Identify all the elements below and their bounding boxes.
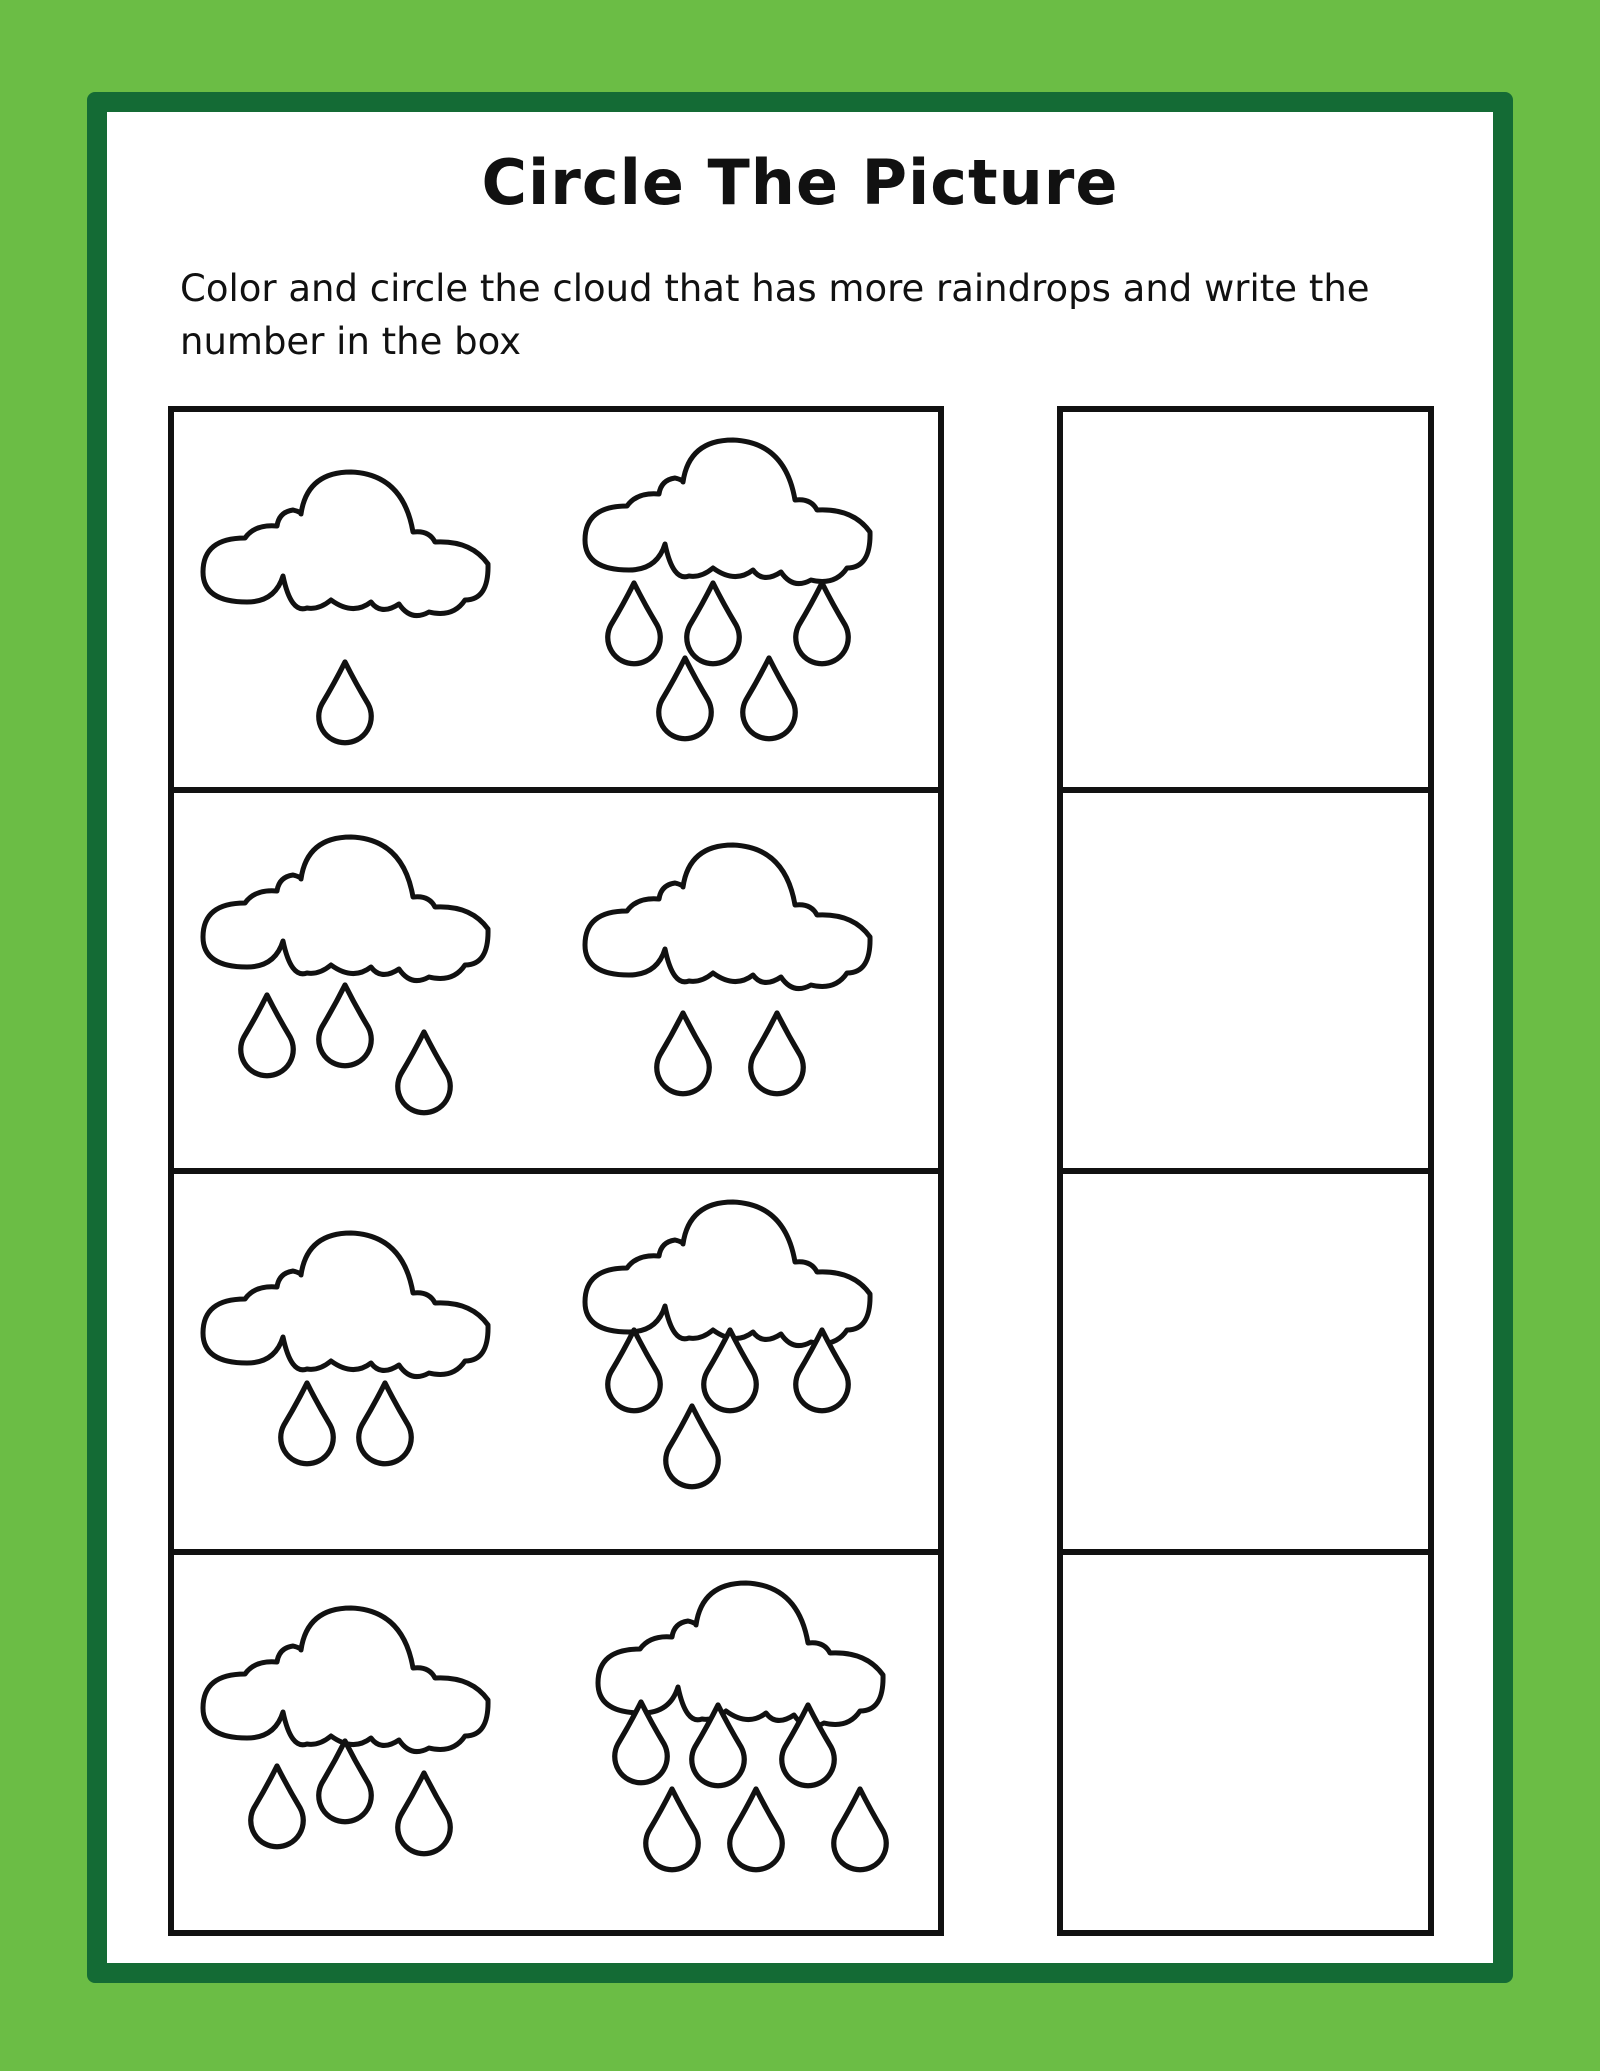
raindrop-icon xyxy=(398,1032,451,1113)
cloud-icon xyxy=(203,1608,488,1752)
cloud-icon xyxy=(203,837,488,981)
cloud-icon xyxy=(585,440,870,584)
raindrop-icon xyxy=(666,1406,719,1487)
cloud-icon xyxy=(585,1202,870,1346)
raindrop-icon xyxy=(281,1383,334,1464)
raindrop-icon xyxy=(319,1741,372,1822)
raindrop-icon xyxy=(657,1013,710,1094)
cloud-icon xyxy=(585,845,870,989)
raindrop-icon xyxy=(398,1773,451,1854)
raindrop-icon xyxy=(730,1789,783,1870)
cloud-icon xyxy=(203,1233,488,1377)
cloud-icon xyxy=(203,472,488,616)
raindrop-icon xyxy=(687,583,740,664)
raindrop-icon xyxy=(319,662,372,743)
raindrop-icon xyxy=(796,583,849,664)
worksheet-title: Circle The Picture xyxy=(481,146,1119,219)
raindrop-icon xyxy=(834,1789,887,1870)
raindrop-icon xyxy=(751,1013,804,1094)
worksheet-instructions: Color and circle the cloud that has more raindrops and write the number in the box xyxy=(180,267,1370,363)
raindrop-icon xyxy=(704,1330,757,1411)
raindrop-icon xyxy=(241,995,294,1076)
raindrop-icon xyxy=(659,658,712,739)
raindrop-icon xyxy=(251,1766,304,1847)
raindrop-icon xyxy=(359,1383,412,1464)
raindrop-icon xyxy=(319,985,372,1066)
raindrop-icon xyxy=(608,583,661,664)
raindrop-icon xyxy=(646,1789,699,1870)
raindrop-icon xyxy=(743,658,796,739)
raindrop-icon xyxy=(608,1330,661,1411)
raindrop-icon xyxy=(615,1702,668,1783)
